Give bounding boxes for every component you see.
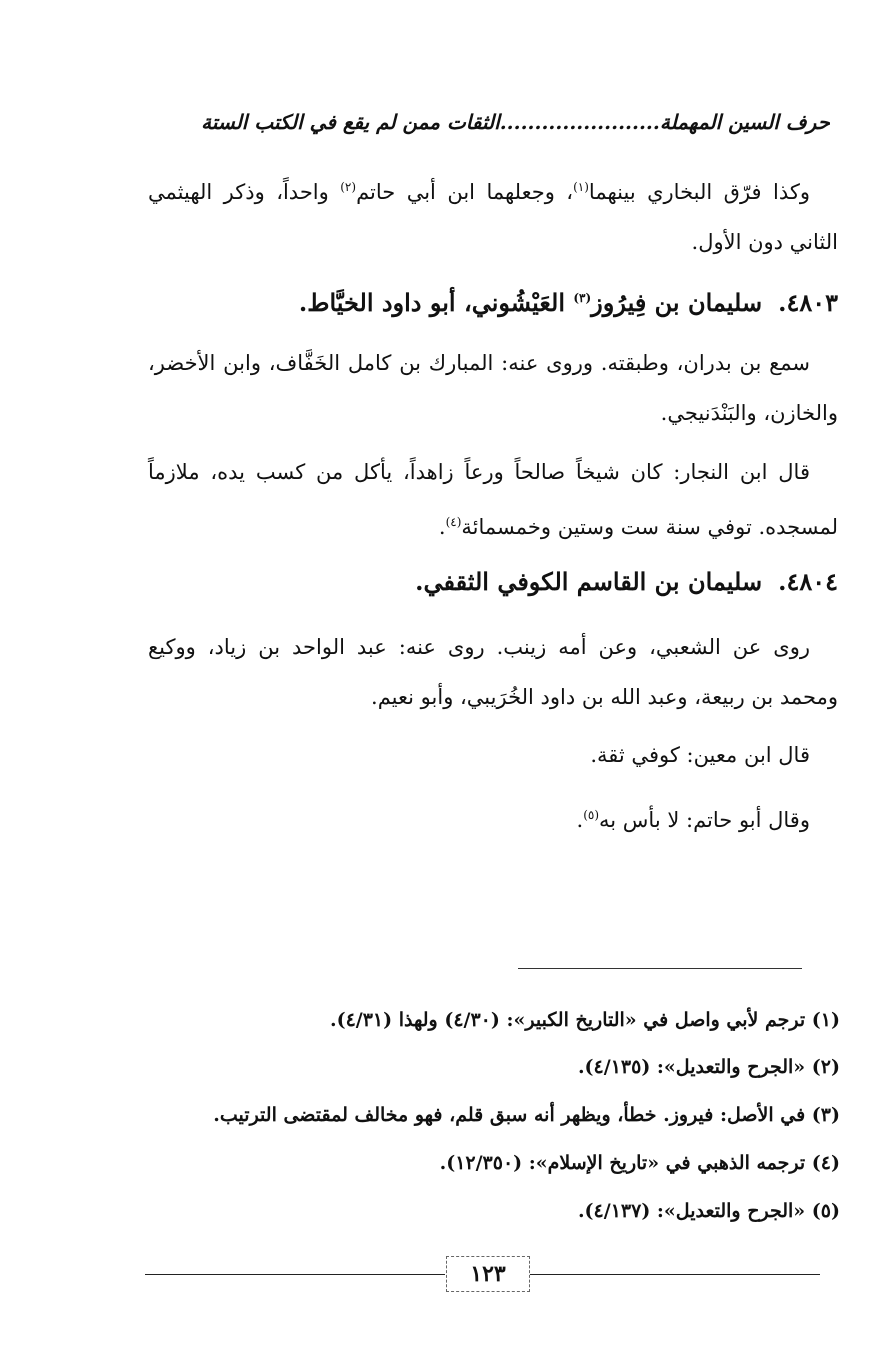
entry2-paragraph-3 — [148, 790, 838, 845]
entry-number: ٤٨٠٣. — [778, 288, 838, 317]
entry-heading-4803 — [148, 273, 838, 328]
intro-text-1: وكذا فرّق البخاري بينهما — [588, 180, 811, 204]
footnote-ref-2: (٢) — [340, 180, 357, 194]
entry2-p3-text: وقال أبو حاتم: لا بأس به — [599, 808, 810, 832]
page-number: ١٢٣ — [446, 1256, 530, 1292]
page-number-rule-left — [145, 1274, 445, 1275]
entry-title-a: سليمان بن فِيرُوز — [591, 288, 763, 317]
entry1-p2-end: . — [438, 515, 446, 539]
footnote-5: (٥) «الجرح والتعديل»: (٤/١٣٧). — [577, 1200, 840, 1222]
footnote-ref-3: (٣) — [573, 291, 592, 305]
intro-paragraph — [148, 162, 838, 267]
entry2-paragraph-1: روى عن الشعبي، وعن أمه زينب. روى عنه: عبد الواحد بن زياد، ووكيع ومحمد بن ربيعة، وعبد الله بن داود الخُرَيبي، وأبو نعيم. — [148, 635, 838, 709]
entry-number: ٤٨٠٤. — [778, 567, 838, 596]
footnote-separator — [518, 968, 802, 969]
entry2-p3-end: . — [576, 808, 584, 832]
intro-text-3: واحداً، وذكر الهيثمي الثاني دون الأول. — [148, 180, 838, 254]
entry-title-b: العَيْشُوني، أبو داود الخيَّاط. — [298, 288, 574, 317]
footnote-ref-4: (٤) — [445, 515, 462, 529]
page-number-rule-right — [530, 1274, 820, 1275]
entry2-paragraph-2: قال ابن معين: كوفي ثقة. — [590, 743, 810, 767]
entry1-paragraph-2 — [148, 447, 838, 552]
footnote-3: (٣) في الأصل: فيروز. خطأ، ويظهر أنه سبق قلم، فهو مخالف لمقتضى الترتيب. — [213, 1104, 840, 1126]
entry1-paragraph-1: سمع بن بدران، وطبقته. وروى عنه: المبارك بن كامل الخَفَّاف، وابن الأخضر، والخازن، والبَنْدَنيجي. — [148, 351, 838, 425]
entry1-p2-text: قال ابن النجار: كان شيخاً صالحاً ورعاً زاهداً، يأكل من كسب يده، ملازماً لمسجده. توفي سنة ست وستين وخمسمائة — [148, 460, 838, 539]
intro-text-2: ، وجعلهما ابن أبي حاتم — [356, 180, 574, 204]
entry-title: سليمان بن القاسم الكوفي الثقفي. — [415, 567, 763, 596]
entry-heading-4804 — [148, 557, 838, 607]
footnote-ref-1: (١) — [573, 180, 589, 194]
footnote-4: (٤) ترجمه الذهبي في «تاريخ الإسلام»: (١٢/٣٥٠). — [439, 1152, 840, 1174]
footnote-ref-5: (٥) — [583, 808, 600, 822]
footnote-2: (٢) «الجرح والتعديل»: (٤/١٣٥). — [577, 1056, 840, 1078]
running-header: حرف السين المهملة.......................الثقات ممن لم يقع في الكتب الستة — [201, 110, 830, 134]
footnote-1: (١) ترجم لأبي واصل في «التاريخ الكبير»: (٤/٣٠) ولهذا (٤/٣١). — [329, 1009, 840, 1031]
